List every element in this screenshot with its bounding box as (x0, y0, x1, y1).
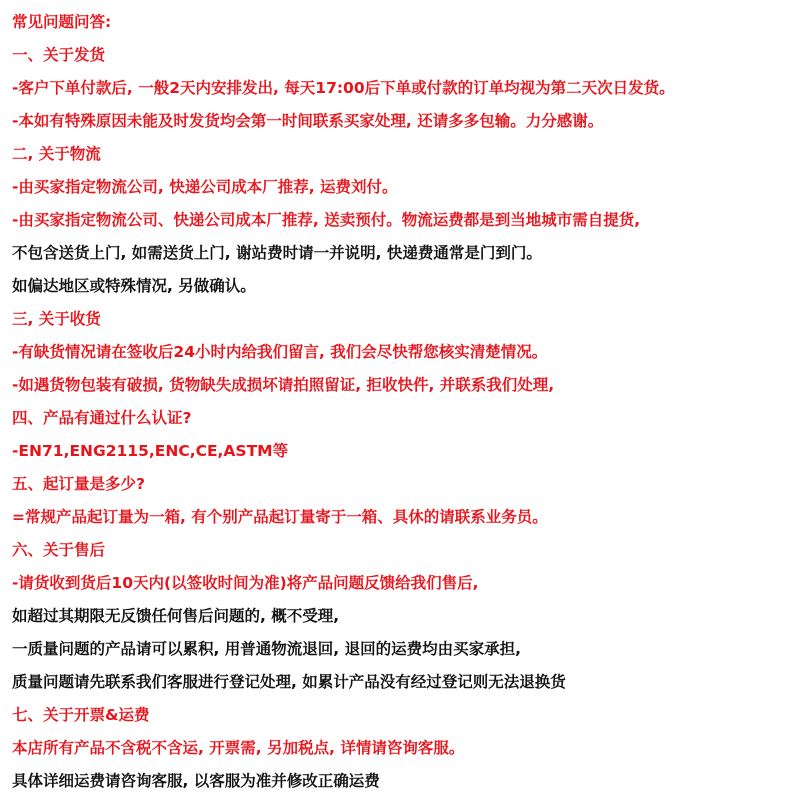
logistics-text-3: 不包含送货上门, 如需送货上门, 谢站费时请一并说明, 快递费通常是门到门。 (12, 244, 542, 262)
logistics-text-1: -由买家指定物流公司, 快递公司成本厂推荐, 运费刘付。 (12, 178, 398, 196)
section-heading-shipping: 一、关于发货 (12, 46, 106, 64)
certification-text-1: -EN71,ENG2115,ENC,CE,ASTM等 (12, 442, 289, 460)
invoice-text-1: 本店所有产品不含税不含运, 开票需, 另加税点, 详情请咨询客服。 (12, 739, 465, 757)
section-heading-certification: 四、产品有通过什么认证? (12, 409, 192, 427)
logistics-text-2: -由买家指定物流公司、快递公司成本厂推荐, 送卖预付。物流运费都是到当地城市需自提货, (12, 211, 641, 229)
shipping-text-2: -本如有特殊原因未能及时发货均会第一时间联系买家处理, 还请多多包输。力分感谢。 (12, 112, 604, 130)
faq-document (12, 6, 792, 798)
shipping-text-1: -客户下单付款后, 一般2天内安排发出, 每天17:00后下单或付款的订单均视为第二天次日发货。 (12, 79, 675, 97)
after-sales-text-2: 如超过其期限无反馈任何售后问题的, 概不受理, (12, 607, 340, 625)
after-sales-text-1: -请货收到货后10天内(以签收时间为准)将产品问题反馈给我们售后, (12, 574, 479, 592)
section-heading-after-sales: 六、关于售后 (12, 541, 106, 559)
receiving-text-1: -有缺货情况请在签收后24小时内给我们留言, 我们会尽快帮您核实清楚情况。 (12, 343, 548, 361)
section-heading-invoice: 七、关于开票&运费 (12, 706, 150, 724)
section-heading-moq: 五、起订量是多少? (12, 475, 145, 493)
after-sales-text-3: 一质量问题的产品请可以累积, 用普通物流退回, 退回的运费均由买家承担, (12, 640, 521, 658)
receiving-text-2: -如遇货物包装有破损, 货物缺失成损坏请拍照留证, 拒收快件, 并联系我们处理, (12, 376, 555, 394)
after-sales-text-4: 质量问题请先联系我们客服进行登记处理, 如累计产品没有经过登记则无法退换货 (12, 673, 566, 691)
section-heading-logistics: 二, 关于物流 (12, 145, 101, 163)
logistics-text-4: 如偏达地区或特殊情况, 另做确认。 (12, 277, 256, 295)
faq-title: 常见问题问答: (12, 13, 112, 31)
moq-text-1: =常规产品起订量为一箱, 有个别产品起订量寄于一箱、具休的请联系业务员。 (12, 508, 548, 526)
section-heading-receiving: 三, 关于收货 (12, 310, 101, 328)
invoice-text-2: 具体详细运费请咨询客服, 以客服为准并修改正确运费 (12, 772, 380, 790)
